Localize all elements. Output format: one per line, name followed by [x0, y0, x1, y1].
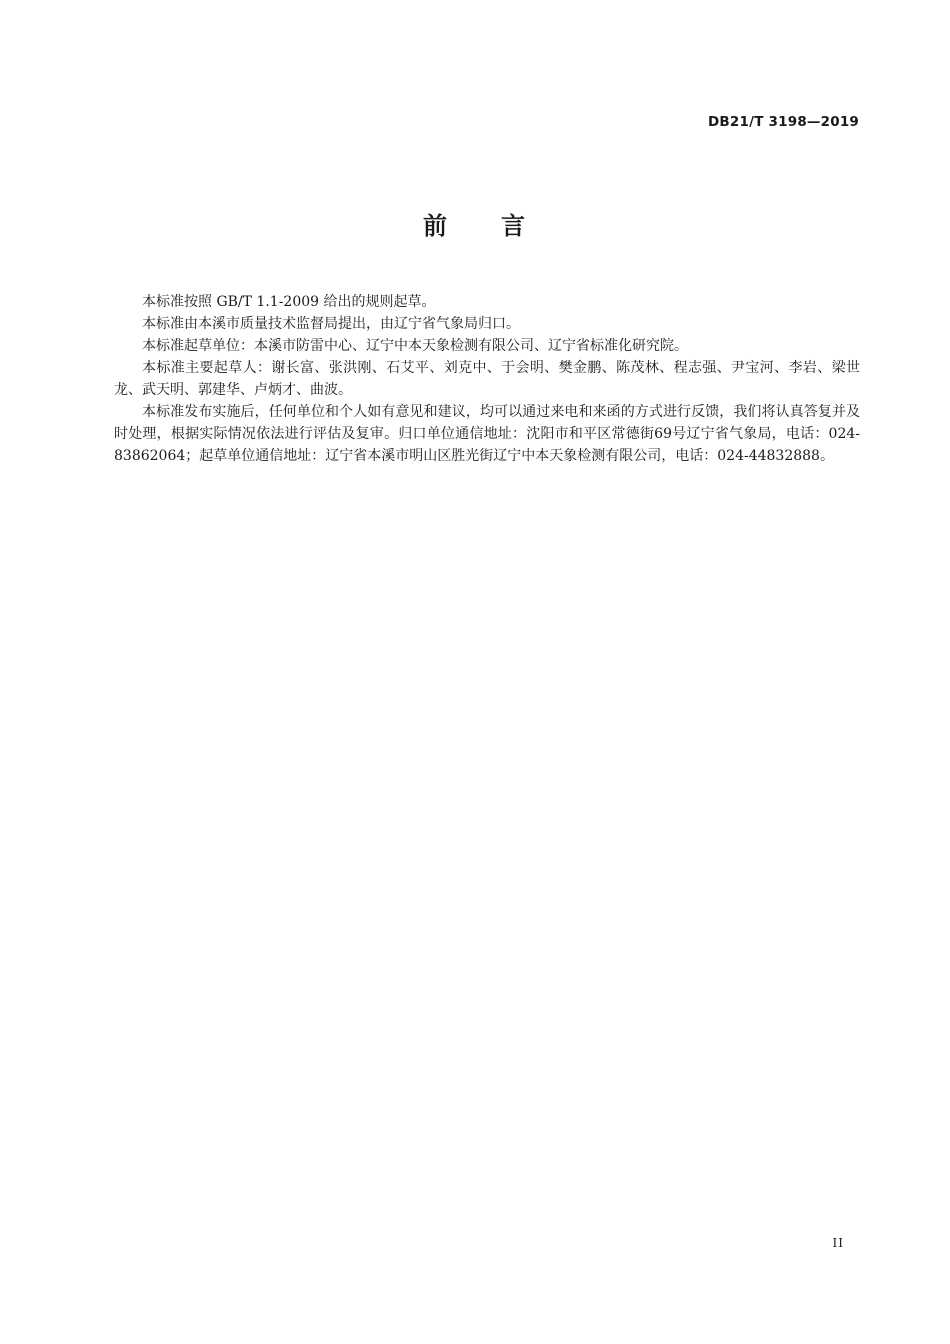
- paragraph-drafting-units: 本标准起草单位：本溪市防雷中心、辽宁中本天象检测有限公司、辽宁省标准化研究院。: [142, 338, 688, 354]
- paragraph-feedback: 本标准发布实施后，任何单位和个人如有意见和建议，均可以通过来电和来函的方式进行反馈，我们将认真答复并及时处理，根据实际情况依法进行评估及复审。归口单位通信地址：沈阳市和平区常德街69号辽宁省气象局，电话：024-83862064；起草单位通信地址：辽宁省本溪市明山区胜光街辽宁中本天象检测有限公司，电话：024-44832888。: [114, 404, 860, 464]
- paragraph-drafting-rules: 本标准按照 GB/T 1.1-2009 给出的规则起草。: [142, 294, 436, 310]
- section-title: 前 言: [423, 212, 527, 240]
- page-number: II: [832, 1236, 844, 1250]
- paragraph-drafters: 本标准主要起草人：谢长富、张洪刚、石艾平、刘克中、于会明、樊金鹏、陈茂林、程志强、尹宝河、李岩、梁世龙、武天明、郭建华、卢炳才、曲波。: [114, 360, 860, 398]
- body-text: [114, 291, 860, 467]
- paragraph-proposer: 本标准由本溪市质量技术监督局提出，由辽宁省气象局归口。: [142, 316, 520, 332]
- document-code: DB21/T 3198—2019: [708, 114, 859, 130]
